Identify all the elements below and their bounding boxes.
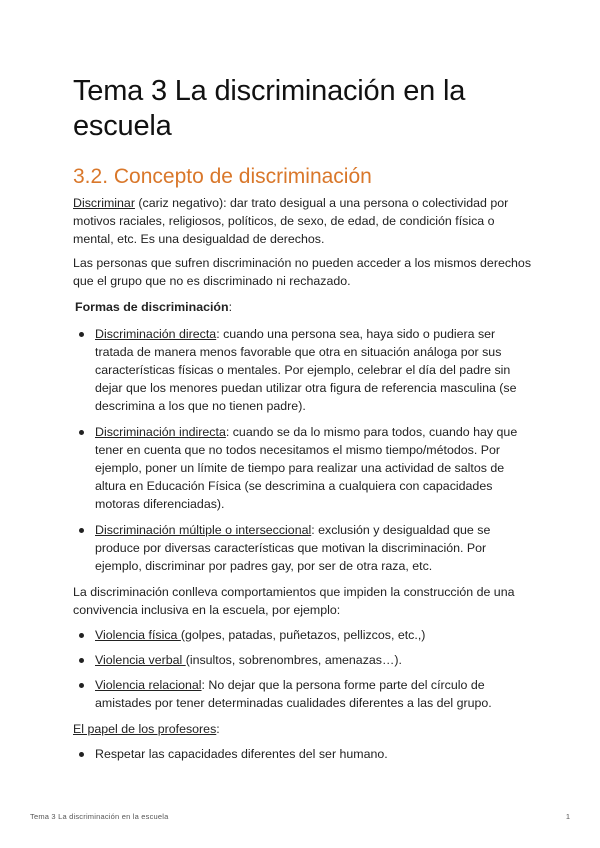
section-heading: 3.2. Concepto de discriminación <box>73 165 372 188</box>
list-item <box>73 651 533 669</box>
teachers-heading <box>73 720 533 738</box>
consequences-paragraph: La discriminación conlleva comportamientos que impiden la construcción de una convivencia inclusiva en la escuela, por ejemplo: <box>73 585 515 617</box>
teachers-list <box>73 745 533 763</box>
rights-paragraph: Las personas que sufren discriminación no pueden acceder a los mismos derechos que el grupo que no es discriminado ni rechazado. <box>73 256 532 288</box>
forms-label-suffix: : <box>228 300 233 314</box>
forms-list <box>73 325 533 575</box>
teachers-label-suffix: : <box>216 722 220 736</box>
list-item: Respetar las capacidades diferentes del ser humano. <box>73 745 533 763</box>
violence-text: : No dejar que la persona forme parte del círculo de amistades por tener determinadas cualidades diferentes a las del grupo. <box>95 678 492 710</box>
page-number: 1 <box>565 812 570 821</box>
page-content <box>73 74 533 763</box>
list-item <box>73 423 533 513</box>
list-item <box>73 325 533 415</box>
violence-term: Violencia relacional <box>95 678 202 692</box>
definition-paragraph <box>73 194 533 248</box>
violence-list <box>73 626 533 712</box>
form-term: Discriminación múltiple o interseccional <box>95 523 312 537</box>
form-term: Discriminación indirecta <box>95 425 226 439</box>
forms-heading <box>75 298 533 316</box>
violence-term: Violencia física <box>95 628 181 642</box>
violence-text: (insultos, sobrenombres, amenazas…). <box>185 653 402 667</box>
violence-text: (golpes, patadas, puñetazos, pellizcos, etc.,) <box>180 628 426 642</box>
violence-term: Violencia verbal <box>95 653 186 667</box>
footer-title: Tema 3 La discriminación en la escuela <box>30 812 169 821</box>
forms-label: Formas de discriminación <box>75 300 229 314</box>
definition-text: (cariz negativo): dar trato desigual a una persona o colectividad por motivos raciales, religiosos, políticos, de sexo, de edad, de condición física o mental, etc. Es una desigualdad de derechos. <box>73 196 509 246</box>
teachers-label: El papel de los profesores <box>73 722 217 736</box>
form-term: Discriminación directa <box>95 327 217 341</box>
form-text: : exclusión y desigualdad que se produce por diversas características que motivan la discriminación. Por ejemplo, discriminar por padres gay, por ser de otra raza, etc. <box>95 523 491 573</box>
page-title: Tema 3 La discriminación en la escuela <box>73 75 466 142</box>
form-text: : cuando se da lo mismo para todos, cuando hay que tener en cuenta que no todos necesitamos el mismo tiempo/métodos. Por ejemplo, poner un límite de tiempo para realizar una actividad de saltos de altura en Educación Física (se descrimina a cualquiera con capacidades motoras diferenciadas). <box>95 425 518 511</box>
definition-term: Discriminar <box>73 196 135 210</box>
list-item <box>73 676 533 712</box>
form-text: : cuando una persona sea, haya sido o pudiera ser tratada de manera menos favorable que otra en situación análoga por sus características físicas o mentales. Por ejemplo, celebrar el día del padre sin dejar que los menores puedan utilizar otra figura de referencia masculina (se descrimina a los que no tienen padre). <box>95 327 517 413</box>
list-item <box>73 626 533 644</box>
list-item <box>73 521 533 575</box>
